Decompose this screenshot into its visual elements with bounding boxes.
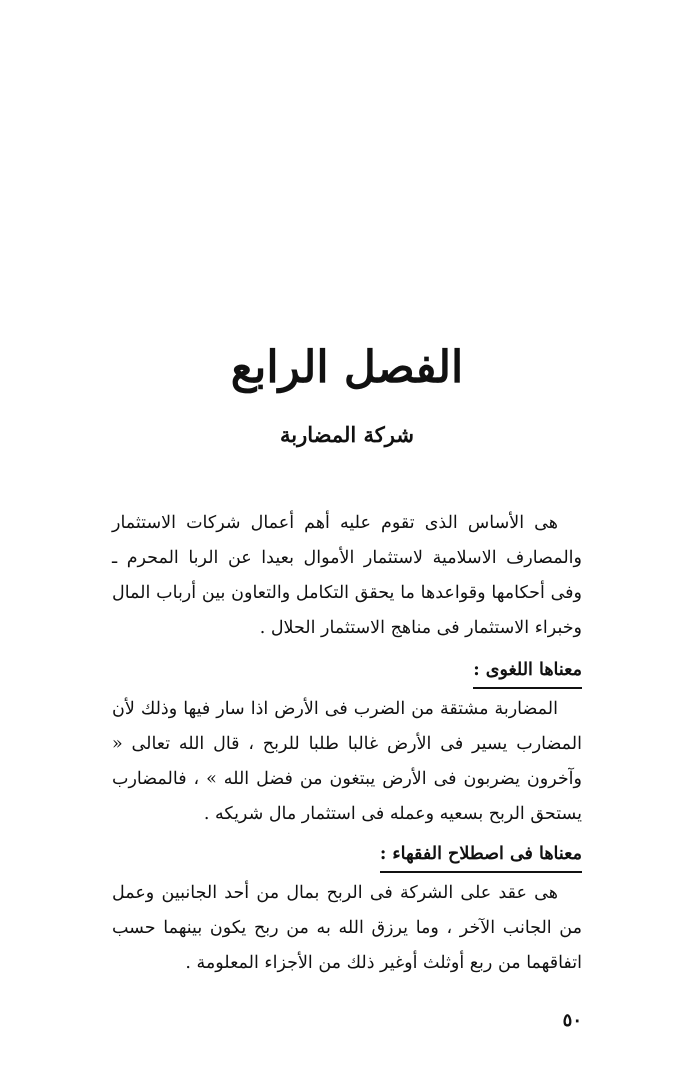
linguistic-meaning-heading: معناها اللغوى :	[473, 656, 582, 689]
section-title: شركة المضاربة	[280, 422, 414, 447]
page-number: ٥٠	[562, 1010, 582, 1031]
intro-paragraph: هى الأساس الذى تقوم عليه أهم أعمال شركات الاستثمار والمصارف الاسلامية لاستثمار الأموال بعيدا عن الربا المحرم ـ وفى أحكامها وقواعدها ما يحقق التكامل والتعاون بين أرباب المال وخبراء الاستثمار فى مناهج الاستثمار الحلال .	[112, 513, 582, 638]
jurisprudential-meaning-paragraph: هى عقد على الشركة فى الربح بمال من أحد الجانبين وعمل من الجانب الآخر ، وما يرزق الله به من ربح يكون بينهما حسب اتفاقهما من ربع أوثلث أوغير ذلك من الأجزاء المعلومة .	[112, 883, 582, 973]
jurisprudential-meaning-heading: معناها فى اصطلاح الفقهاء :	[380, 840, 582, 873]
chapter-title: الفصل الرابع	[230, 342, 464, 393]
linguistic-meaning-paragraph: المضاربة مشتقة من الضرب فى الأرض اذا سار فيها وذلك لأن المضارب يسير فى الأرض غالبا طلبا للربح ، قال الله تعالى « وآخرون يضربون فى الأرض يبتغون من فضل الله » ، فالمضارب يستحق الربح بسعيه وعمله فى استثمار مال شريكه .	[112, 699, 582, 824]
